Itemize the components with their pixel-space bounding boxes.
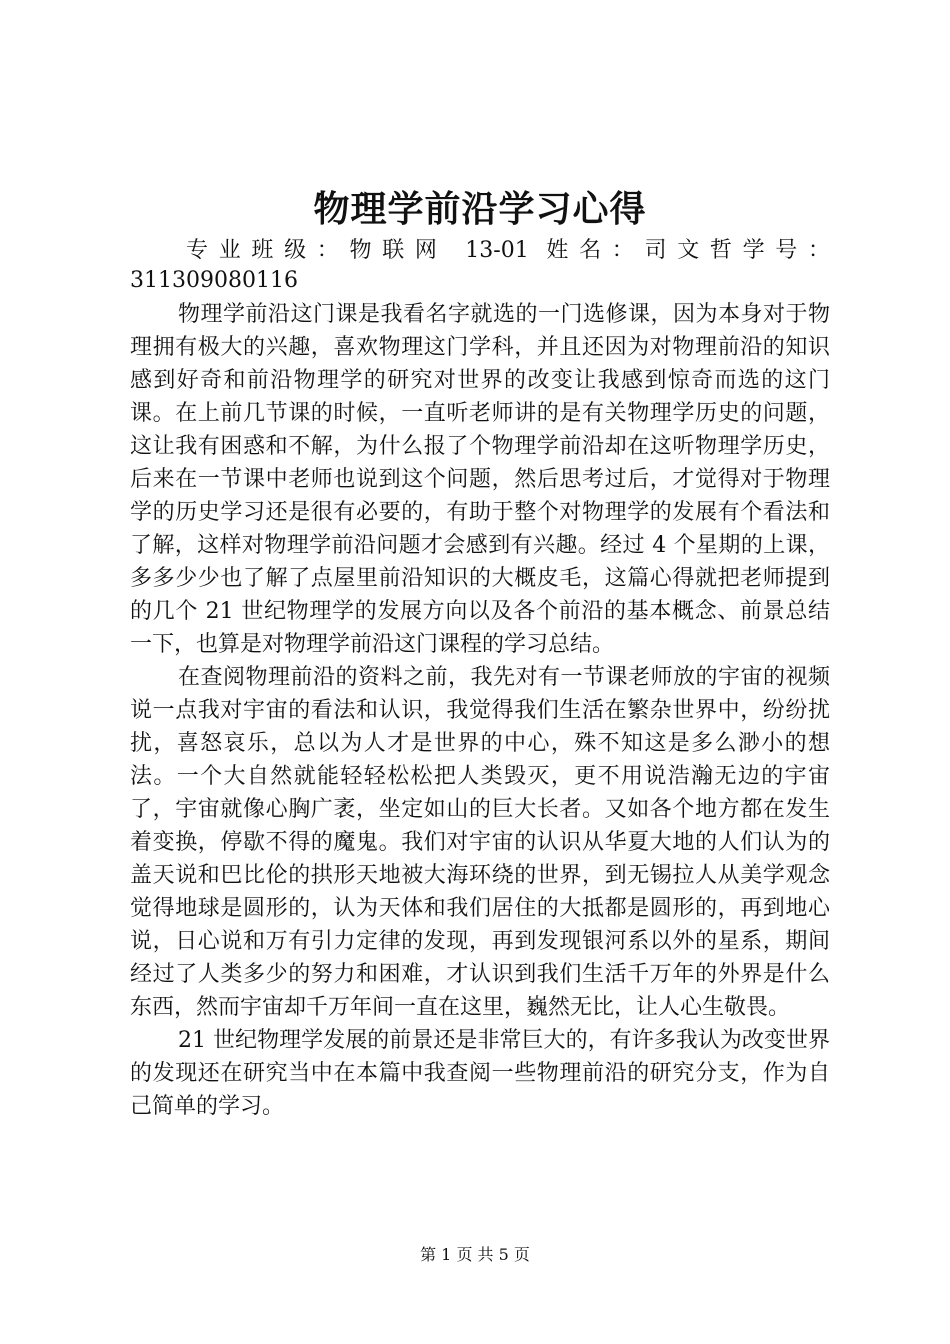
- paragraph-3: 21 世纪物理学发展的前景还是非常巨大的，有许多我认为改变世界的发现还在研究当中在本篇中我查阅一些物理前沿的研究分支，作为自己简单的学习。: [130, 1028, 830, 1119]
- document-title: 物理学前沿学习心得: [313, 188, 647, 230]
- page-indicator: 第 1 页 共 5 页: [420, 1245, 530, 1264]
- document-body: [130, 182, 830, 1123]
- paragraph-1: 物理学前沿这门课是我看名字就选的一门选修课，因为本身对于物理拥有极大的兴趣，喜欢物理这门学科，并且还因为对物理前沿的知识感到好奇和前沿物理学的研究对世界的改变让我感到惊奇而选的这门课。在上前几节课的时候，一直听老师讲的是有关物理学历史的问题，这让我有困惑和不解，为什么报了个物理学前沿却在这听物理学历史，后来在一节课中老师也说到这个问题，然后思考过后，才觉得对于物理学的历史学习还是很有必要的，有助于整个对物理学的发展有个看法和了解，这样对物理学前沿问题才会感到有兴趣。经过 4 个星期的上课，多多少少也了解了点屋里前沿知识的大概皮毛，这篇心得就把老师提到的几个 21 世纪物理学的发展方向以及各个前沿的基本概念、前景总结一下，也算是对物理学前沿这门课程的学习总结。: [130, 302, 830, 657]
- author-info-line: 专业班级：物联网 13-01 姓名：司文哲学号：: [186, 238, 830, 263]
- paragraph-2: 在查阅物理前沿的资料之前，我先对有一节课老师放的宇宙的视频说一点我对宇宙的看法和认识，我觉得我们生活在繁杂世界中，纷纷扰扰，喜怒哀乐，总以为人才是世界的中心，殊不知这是多么渺小的想法。一个大自然就能轻轻松松把人类毁灭，更不用说浩瀚无边的宇宙了，宇宙就像心胸广袤，坐定如山的巨大长者。又如各个地方都在发生着变换，停歇不得的魔鬼。我们对宇宙的认识从华夏大地的人们认为的盖天说和巴比伦的拱形天地被大海环绕的世界，到无锡拉人从美学观念觉得地球是圆形的，认为天体和我们居住的大抵都是圆形的，再到地心说，日心说和万有引力定律的发现，再到发现银河系以外的星系，期间经过了人类多少的努力和困难，才认识到我们生活千万年的外界是什么东西，然而宇宙却千万年间一直在这里，巍然无比，让人心生敬畏。: [130, 665, 830, 1020]
- page-footer: [0, 1244, 950, 1266]
- student-id: 311309080116: [130, 268, 298, 293]
